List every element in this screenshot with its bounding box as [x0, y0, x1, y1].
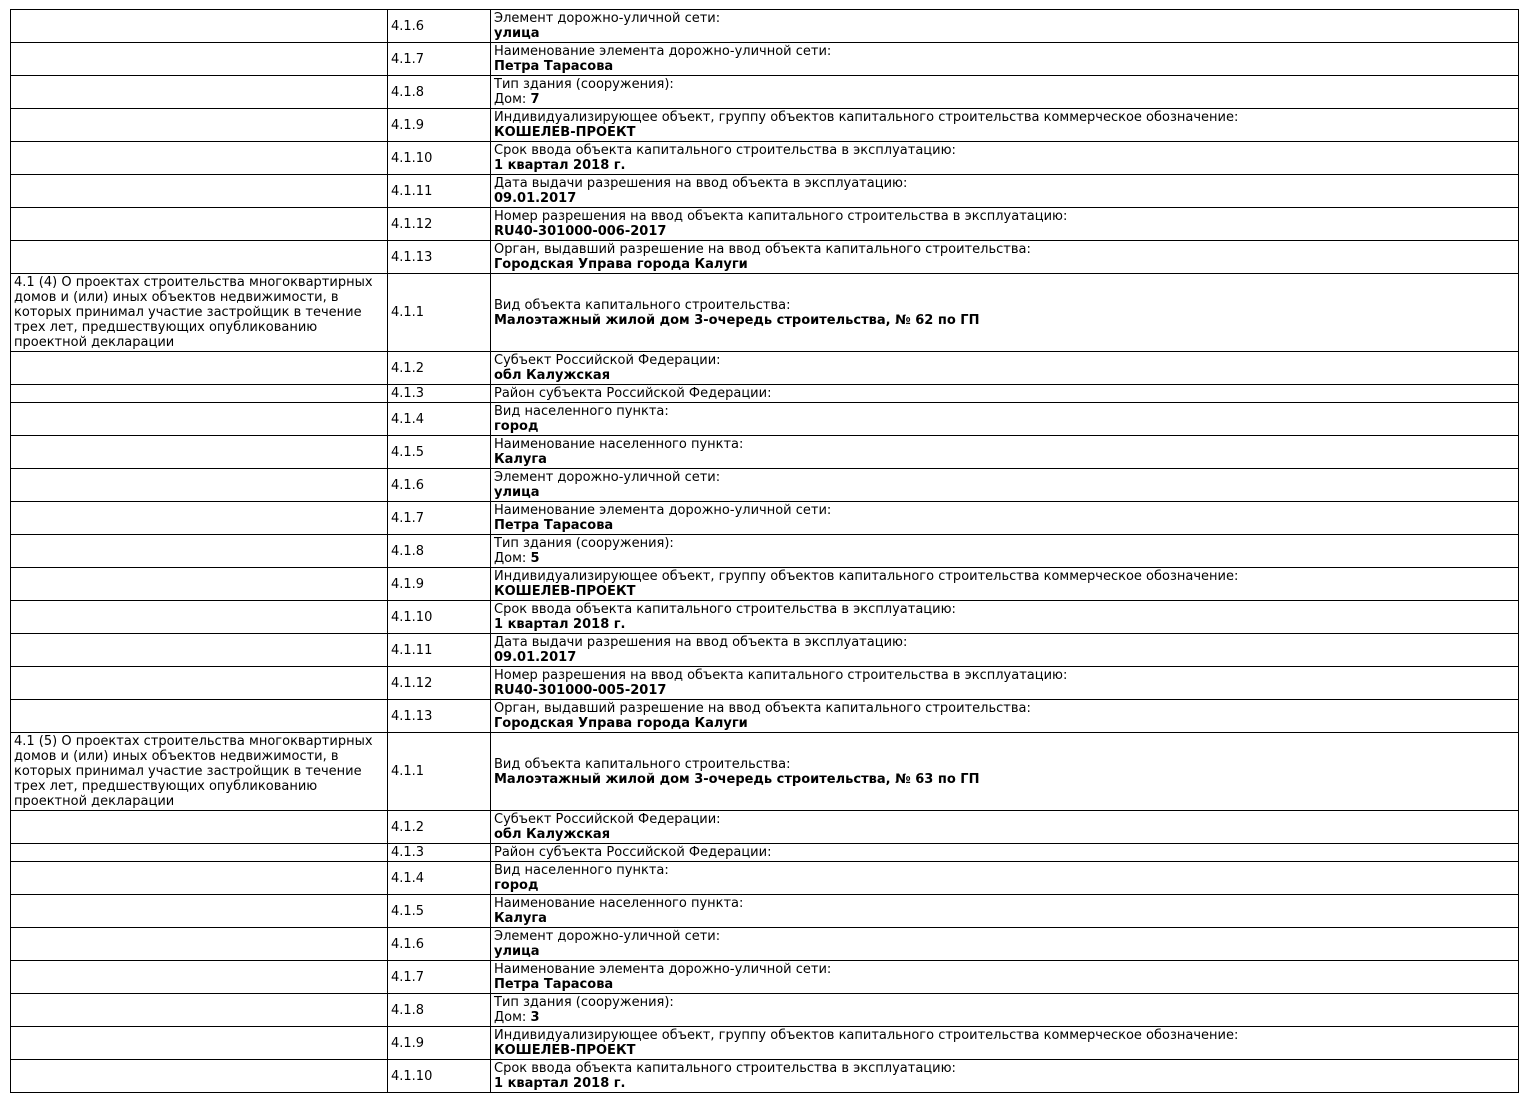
field-content-cell [491, 1060, 1519, 1093]
field-content-cell [491, 469, 1519, 502]
field-value-line [494, 518, 1514, 533]
field-content-cell [491, 844, 1519, 862]
field-label: Срок ввода объекта капитального строительства в эксплуатацию: [494, 602, 956, 617]
project-declaration-table [10, 9, 1519, 1093]
field-content-cell [491, 895, 1519, 928]
field-label: Субъект Российской Федерации: [494, 353, 721, 368]
field-content-cell [491, 667, 1519, 700]
table-row [11, 961, 1519, 994]
section-description-cell [11, 385, 388, 403]
field-label: Район субъекта Российской Федерации: [494, 845, 772, 860]
field-content-cell [491, 568, 1519, 601]
field-content-cell [491, 1027, 1519, 1060]
field-content-cell [491, 733, 1519, 811]
table-row [11, 385, 1519, 403]
field-label: Район субъекта Российской Федерации: [494, 386, 772, 401]
table-row [11, 700, 1519, 733]
field-content-cell [491, 43, 1519, 76]
item-number-cell: 4.1.9 [388, 568, 491, 601]
field-value-line [494, 485, 1514, 500]
item-number-cell: 4.1.6 [388, 469, 491, 502]
field-value-line [494, 59, 1514, 74]
field-value-line [494, 716, 1514, 731]
field-value: улица [494, 944, 540, 959]
section-description-cell [11, 1060, 388, 1093]
field-content-cell [491, 76, 1519, 109]
field-label: Вид объекта капитального строительства: [494, 756, 791, 772]
field-value-line [494, 224, 1514, 239]
field-value: улица [494, 26, 540, 41]
field-value: RU40-301000-006-2017 [494, 224, 667, 239]
section-description-cell [11, 844, 388, 862]
field-value-line [494, 911, 1514, 926]
table-row [11, 403, 1519, 436]
item-number-cell: 4.1.7 [388, 502, 491, 535]
item-number-cell: 4.1.12 [388, 208, 491, 241]
table-row [11, 994, 1519, 1027]
field-value-line [494, 1043, 1514, 1058]
table-row [11, 109, 1519, 142]
table-row [11, 241, 1519, 274]
field-value: 5 [530, 551, 540, 566]
field-label: Номер разрешения на ввод объекта капитального строительства в эксплуатацию: [494, 209, 1068, 224]
field-content-cell [491, 436, 1519, 469]
field-value-line [494, 1010, 1514, 1025]
table-row [11, 634, 1519, 667]
table-row [11, 811, 1519, 844]
section-description-cell [11, 502, 388, 535]
field-label: Тип здания (сооружения): [494, 536, 674, 551]
section-description-cell [11, 76, 388, 109]
table-row [11, 352, 1519, 385]
section-description-cell [11, 601, 388, 634]
section-description-cell [11, 436, 388, 469]
item-number-cell: 4.1.4 [388, 862, 491, 895]
section-description-cell [11, 634, 388, 667]
table-row [11, 1060, 1519, 1093]
table-row [11, 733, 1519, 811]
field-label: Дата выдачи разрешения на ввод объекта в эксплуатацию: [494, 635, 908, 650]
field-value: улица [494, 485, 540, 500]
table-row [11, 1027, 1519, 1060]
field-value: город [494, 878, 539, 893]
item-number-cell: 4.1.13 [388, 700, 491, 733]
field-content-cell [491, 811, 1519, 844]
field-content-cell [491, 352, 1519, 385]
field-label: Наименование населенного пункта: [494, 896, 744, 911]
field-label: Индивидуализирующее объект, группу объектов капитального строительства коммерческое обозначение: [494, 110, 1239, 125]
field-value: 1 квартал 2018 г. [494, 158, 626, 173]
table-row [11, 469, 1519, 502]
item-number-cell: 4.1.2 [388, 352, 491, 385]
section-description-cell [11, 667, 388, 700]
field-value-line [494, 368, 1514, 383]
field-value: 3 [530, 1010, 540, 1025]
item-number-cell: 4.1.8 [388, 994, 491, 1027]
table-row [11, 568, 1519, 601]
section-description-cell [11, 241, 388, 274]
table-row [11, 10, 1519, 43]
field-value-line [494, 257, 1514, 272]
field-content-cell [491, 502, 1519, 535]
field-value: Калуга [494, 452, 547, 467]
field-value-line [494, 125, 1514, 140]
field-content-cell [491, 241, 1519, 274]
field-value: Петра Тарасова [494, 59, 614, 74]
field-value: Малоэтажный жилой дом 3-очередь строительства, № 63 по ГП [494, 771, 980, 787]
item-number-cell: 4.1.5 [388, 436, 491, 469]
field-value-line [494, 827, 1514, 842]
field-value-line [494, 772, 1514, 787]
table-row [11, 43, 1519, 76]
field-value-line [494, 452, 1514, 467]
section-description-cell [11, 994, 388, 1027]
field-value: обл Калужская [494, 827, 611, 842]
item-number-cell: 4.1.2 [388, 811, 491, 844]
field-label: Наименование элемента дорожно-уличной сети: [494, 44, 832, 59]
field-value: КОШЕЛЕВ-ПРОЕКТ [494, 1043, 636, 1058]
field-value-line [494, 26, 1514, 41]
field-content-cell [491, 109, 1519, 142]
field-content-cell [491, 535, 1519, 568]
item-number-cell: 4.1.8 [388, 535, 491, 568]
field-content-cell [491, 961, 1519, 994]
field-label: Тип здания (сооружения): [494, 995, 674, 1010]
table-row [11, 667, 1519, 700]
field-value-prefix: Дом: [494, 1010, 531, 1025]
field-value: Петра Тарасова [494, 977, 614, 992]
section-description-cell [11, 1027, 388, 1060]
item-number-cell: 4.1.8 [388, 76, 491, 109]
field-value: обл Калужская [494, 368, 611, 383]
field-label: Срок ввода объекта капитального строительства в эксплуатацию: [494, 1061, 956, 1076]
section-description-cell [11, 208, 388, 241]
field-content-cell [491, 208, 1519, 241]
table-row [11, 502, 1519, 535]
item-number-cell: 4.1.7 [388, 43, 491, 76]
section-description-cell [11, 352, 388, 385]
field-value-line [494, 650, 1514, 665]
field-value-line [494, 617, 1514, 632]
field-value-line [494, 191, 1514, 206]
field-label: Субъект Российской Федерации: [494, 812, 721, 827]
field-label: Дата выдачи разрешения на ввод объекта в эксплуатацию: [494, 176, 908, 191]
field-content-cell [491, 994, 1519, 1027]
field-content-cell [491, 274, 1519, 352]
field-value-line [494, 1076, 1514, 1091]
item-number-cell: 4.1.1 [388, 733, 491, 811]
item-number-cell: 4.1.4 [388, 403, 491, 436]
field-value: КОШЕЛЕВ-ПРОЕКТ [494, 125, 636, 140]
item-number-cell: 4.1.10 [388, 142, 491, 175]
field-value: 09.01.2017 [494, 650, 577, 665]
table-row [11, 844, 1519, 862]
item-number-cell: 4.1.7 [388, 961, 491, 994]
field-value: Городская Управа города Калуги [494, 257, 748, 272]
field-content-cell [491, 862, 1519, 895]
item-number-cell: 4.1.3 [388, 844, 491, 862]
section-description-cell [11, 109, 388, 142]
section-description-cell [11, 700, 388, 733]
field-content-cell [491, 403, 1519, 436]
field-value-line [494, 313, 1514, 328]
field-value-prefix: Дом: [494, 92, 531, 107]
field-label: Номер разрешения на ввод объекта капитального строительства в эксплуатацию: [494, 668, 1068, 683]
field-label: Вид населенного пункта: [494, 863, 669, 878]
table-row [11, 76, 1519, 109]
field-value: Малоэтажный жилой дом 3-очередь строительства, № 62 по ГП [494, 312, 980, 328]
table-row [11, 175, 1519, 208]
item-number-cell: 4.1.10 [388, 601, 491, 634]
field-value: 1 квартал 2018 г. [494, 617, 626, 632]
section-description-cell [11, 43, 388, 76]
field-label: Индивидуализирующее объект, группу объектов капитального строительства коммерческое обозначение: [494, 1028, 1239, 1043]
item-number-cell: 4.1.13 [388, 241, 491, 274]
field-value: КОШЕЛЕВ-ПРОЕКТ [494, 584, 636, 599]
table-row [11, 436, 1519, 469]
field-content-cell [491, 385, 1519, 403]
section-description-cell [11, 10, 388, 43]
field-content-cell [491, 634, 1519, 667]
section-description-cell: 4.1 (5) О проектах строительства многоквартирных домов и (или) иных объектов недвижимости, в которых принимал участие застройщик в течение трех лет, предшествующих опубликованию проектной декларации [11, 733, 388, 811]
section-description-cell: 4.1 (4) О проектах строительства многоквартирных домов и (или) иных объектов недвижимости, в которых принимал участие застройщик в течение трех лет, предшествующих опубликованию проектной декларации [11, 274, 388, 352]
section-description-cell [11, 568, 388, 601]
table-row [11, 142, 1519, 175]
section-description-cell [11, 928, 388, 961]
field-value-line [494, 977, 1514, 992]
item-number-cell: 4.1.6 [388, 10, 491, 43]
field-content-cell [491, 601, 1519, 634]
table-body [11, 10, 1519, 1093]
field-value: Петра Тарасова [494, 518, 614, 533]
field-value-line [494, 584, 1514, 599]
item-number-cell: 4.1.9 [388, 1027, 491, 1060]
field-label: Орган, выдавший разрешение на ввод объекта капитального строительства: [494, 701, 1031, 716]
table-row [11, 862, 1519, 895]
section-description-cell [11, 142, 388, 175]
section-description-cell [11, 811, 388, 844]
field-value-line [494, 92, 1514, 107]
section-description-cell [11, 175, 388, 208]
field-value-line [494, 419, 1514, 434]
field-label: Элемент дорожно-уличной сети: [494, 470, 721, 485]
field-content-cell [491, 928, 1519, 961]
item-number-cell: 4.1.3 [388, 385, 491, 403]
item-number-cell: 4.1.12 [388, 667, 491, 700]
field-content-cell [491, 10, 1519, 43]
table-row [11, 208, 1519, 241]
section-description-cell [11, 961, 388, 994]
section-description-cell [11, 862, 388, 895]
section-description-cell [11, 469, 388, 502]
field-value: 1 квартал 2018 г. [494, 1076, 626, 1091]
table-row [11, 601, 1519, 634]
field-label: Наименование населенного пункта: [494, 437, 744, 452]
field-value-line [494, 158, 1514, 173]
section-description-cell [11, 895, 388, 928]
field-label: Срок ввода объекта капитального строительства в эксплуатацию: [494, 143, 956, 158]
section-description-cell [11, 535, 388, 568]
field-value: Городская Управа города Калуги [494, 716, 748, 731]
field-value-line [494, 683, 1514, 698]
table-row [11, 535, 1519, 568]
field-label: Вид населенного пункта: [494, 404, 669, 419]
field-label: Тип здания (сооружения): [494, 77, 674, 92]
field-value-line [494, 551, 1514, 566]
table-row [11, 274, 1519, 352]
field-value-line [494, 944, 1514, 959]
field-content-cell [491, 142, 1519, 175]
section-description-cell [11, 403, 388, 436]
field-value: RU40-301000-005-2017 [494, 683, 667, 698]
field-label: Наименование элемента дорожно-уличной сети: [494, 962, 832, 977]
field-label: Вид объекта капитального строительства: [494, 297, 791, 313]
table-row [11, 928, 1519, 961]
field-value: Калуга [494, 911, 547, 926]
field-label: Индивидуализирующее объект, группу объектов капитального строительства коммерческое обозначение: [494, 569, 1239, 584]
item-number-cell: 4.1.6 [388, 928, 491, 961]
item-number-cell: 4.1.1 [388, 274, 491, 352]
field-value: город [494, 419, 539, 434]
field-label: Орган, выдавший разрешение на ввод объекта капитального строительства: [494, 242, 1031, 257]
field-content-cell [491, 175, 1519, 208]
item-number-cell: 4.1.11 [388, 175, 491, 208]
field-value-prefix: Дом: [494, 551, 531, 566]
field-label: Наименование элемента дорожно-уличной сети: [494, 503, 832, 518]
table-row [11, 895, 1519, 928]
item-number-cell: 4.1.10 [388, 1060, 491, 1093]
item-number-cell: 4.1.11 [388, 634, 491, 667]
field-label: Элемент дорожно-уличной сети: [494, 929, 721, 944]
item-number-cell: 4.1.5 [388, 895, 491, 928]
field-label: Элемент дорожно-уличной сети: [494, 11, 721, 26]
field-value: 7 [530, 92, 540, 107]
item-number-cell: 4.1.9 [388, 109, 491, 142]
field-content-cell [491, 700, 1519, 733]
field-value: 09.01.2017 [494, 191, 577, 206]
field-value-line [494, 878, 1514, 893]
